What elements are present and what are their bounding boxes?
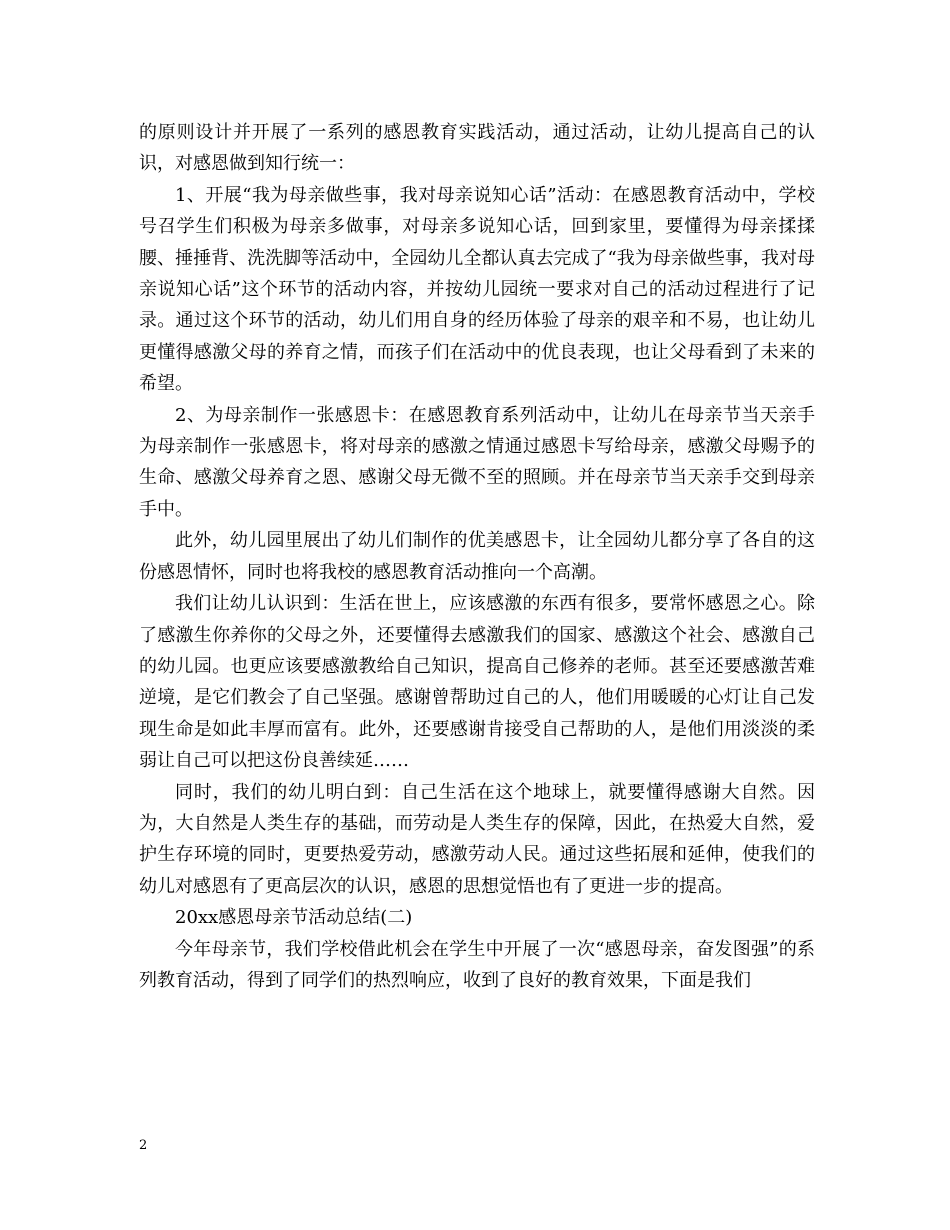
paragraph-activity-1: 1、开展“我为母亲做些事，我对母亲说知心话”活动：在感恩教育活动中，学校号召学生们积极为母亲多做事，对母亲多说知心话，回到家里，要懂得为母亲揉揉腰、捶捶背、洗洗脚等活动中，全园幼儿全都认真去完成了“我为母亲做些事，我对母亲说知心话”这个环节的活动内容，并按幼儿园统一要求对自己的活动过程进行了记录。通过这个环节的活动，幼儿们用自身的经历体验了母亲的艰辛和不易，也让幼儿更懂得感激父母的养育之情，而孩子们在活动中的优良表现，也让父母看到了未来的希望。	[139, 184, 815, 395]
document-body	[139, 117, 815, 996]
page-number: 2	[139, 1138, 148, 1153]
paragraph-exhibition: 此外，幼儿园里展出了幼儿们制作的优美感恩卡，让全园幼儿都分享了各自的这份感恩情怀，同时也将我校的感恩教育活动推向一个高潮。	[139, 530, 815, 583]
paragraph-nature: 同时，我们的幼儿明白到：自己生活在这个地球上，就要懂得感谢大自然。因为，大自然是人类生存的基础，而劳动是人类生存的保障，因此，在热爱大自然，爱护生存环境的同时，更要热爱劳动，感激劳动人民。通过这些拓展和延伸，使我们的幼儿对感恩有了更高层次的认识，感恩的思想觉悟也有了更进一步的提高。	[139, 781, 815, 897]
paragraph-continuation: 的原则设计并开展了一系列的感恩教育实践活动，通过活动，让幼儿提高自己的认识，对感恩做到知行统一：	[139, 122, 815, 175]
paragraph-activity-2: 2、为母亲制作一张感恩卡：在感恩教育系列活动中，让幼儿在母亲节当天亲手为母亲制作一张感恩卡，将对母亲的感激之情通过感恩卡写给母亲，感激父母赐予的生命、感激父母养育之恩、感谢父母无微不至的照顾。并在母亲节当天亲手交到母亲手中。	[139, 404, 815, 520]
section-heading: 20xx感恩母亲节活动总结(二)	[175, 907, 413, 929]
paragraph-gratitude: 我们让幼儿认识到：生活在世上，应该感激的东西有很多，要常怀感恩之心。除了感激生你养你的父母之外，还要懂得去感激我们的国家、感激这个社会、感激自己的幼儿园。也更应该要感激教给自己知识，提高自己修养的老师。甚至还要感激苦难逆境，是它们教会了自己坚强。感谢曾帮助过自己的人，他们用暖暖的心灯让自己发现生命是如此丰厚而富有。此外，还要感谢肯接受自己帮助的人，是他们用淡淡的柔弱让自己可以把这份良善续延……	[139, 593, 815, 772]
paragraph-intro-2: 今年母亲节，我们学校借此机会在学生中开展了一次“感恩母亲，奋发图强”的系列教育活动，得到了同学们的热烈响应，收到了良好的教育效果，下面是我们	[139, 938, 815, 991]
